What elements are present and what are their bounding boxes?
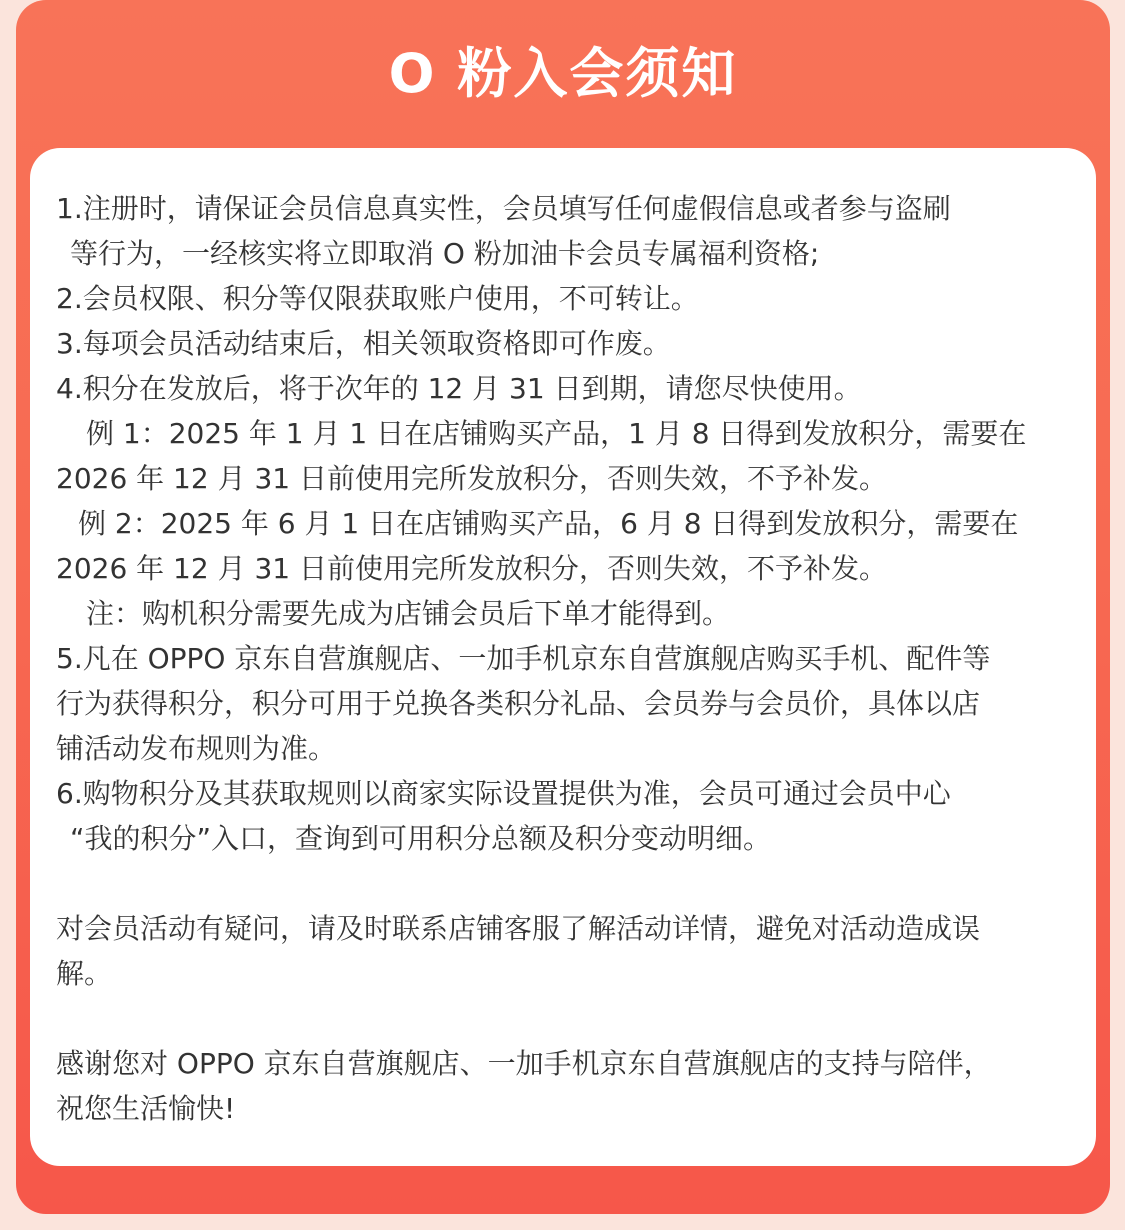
notice-card	[30, 148, 1096, 1166]
note-line: 注：购机积分需要先成为店铺会员后下单才能得到。	[86, 597, 731, 630]
rule-4: 4.积分在发放后，将于次年的 12 月 31 日到期，请您尽快使用。	[56, 372, 862, 405]
rule-5-line-2: 行为获得积分，积分可用于兑换各类积分礼品、会员券与会员价，具体以店	[56, 687, 981, 720]
thanks-line-1: 感谢您对 OPPO 京东自营旗舰店、一加手机京东自营旗舰店的支持与陪伴，	[56, 1047, 992, 1080]
example-1-line-2: 2026 年 12 月 31 日前使用完所发放积分，否则失效，不予补发。	[56, 462, 888, 495]
page-title: O 粉入会须知	[388, 42, 738, 105]
example-2-line-1: 例 2：2025 年 6 月 1 日在店铺购买产品，6 月 8 日得到发放积分，需要在	[78, 507, 1019, 540]
rule-5-line-3: 铺活动发布规则为准。	[56, 732, 337, 765]
spacer	[56, 996, 1076, 1041]
rule-3: 3.每项会员活动结束后，相关领取资格即可作废。	[56, 327, 671, 360]
notice-panel	[16, 0, 1110, 1214]
contact-line-1: 对会员活动有疑问，请及时联系店铺客服了解活动详情，避免对活动造成误	[56, 912, 981, 945]
rule-5-line-1: 5.凡在 OPPO 京东自营旗舰店、一加手机京东自营旗舰店购买手机、配件等	[56, 642, 991, 675]
example-2-line-2: 2026 年 12 月 31 日前使用完所发放积分，否则失效，不予补发。	[56, 552, 888, 585]
rule-1-line-1: 1.注册时，请保证会员信息真实性，会员填写任何虚假信息或者参与盗刷	[56, 192, 951, 225]
rule-1-line-2: 等行为，一经核实将立即取消 O 粉加油卡会员专属福利资格;	[70, 237, 820, 270]
rule-6-line-2: “我的积分”入口，查询到可用积分总额及积分变动明细。	[70, 822, 772, 855]
contact-line-2: 解。	[56, 957, 113, 990]
rule-6-line-1: 6.购物积分及其获取规则以商家实际设置提供为准，会员可通过会员中心	[56, 777, 951, 810]
example-1-line-1: 例 1：2025 年 1 月 1 日在店铺购买产品，1 月 8 日得到发放积分，需要在	[86, 417, 1027, 450]
spacer	[56, 861, 1076, 906]
notice-content	[56, 186, 1076, 1131]
thanks-line-2: 祝您生活愉快!	[56, 1092, 236, 1125]
rule-2: 2.会员权限、积分等仅限获取账户使用，不可转让。	[56, 282, 699, 315]
